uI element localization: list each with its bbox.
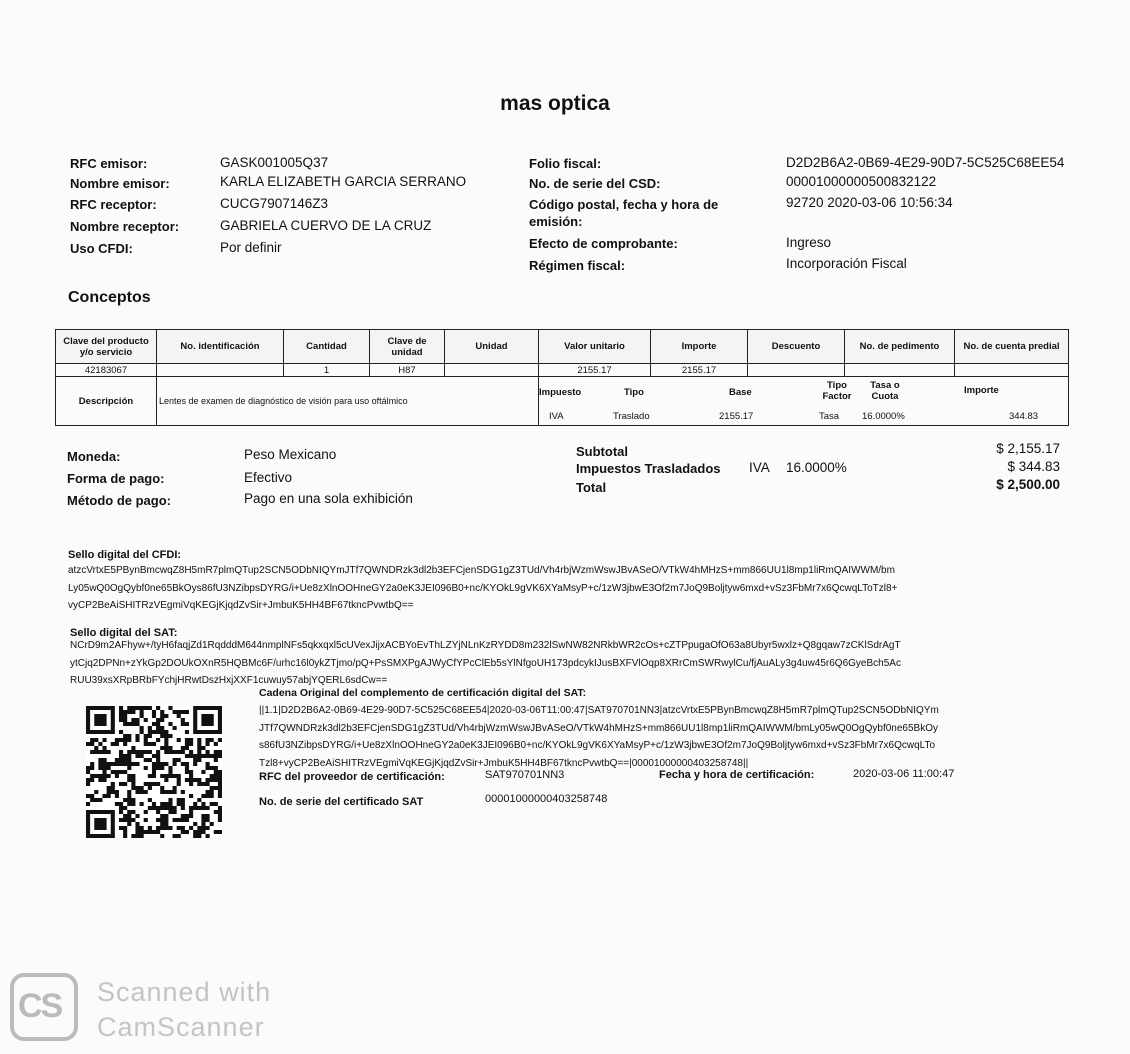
regimen-label: Régimen fiscal: <box>529 258 626 273</box>
imp-impuesto: IVA <box>549 411 564 422</box>
impuestos-trasladados-label: Impuestos Trasladados <box>576 461 721 476</box>
imp-header-impuesto: Impuesto <box>539 387 582 398</box>
rfc-emisor-label: RFC emisor: <box>70 156 148 171</box>
subtotal-label: Subtotal <box>576 444 628 459</box>
rfc-receptor-value: CUCG7907146Z3 <box>220 196 329 211</box>
total-value: $ 2,500.00 <box>996 477 1060 492</box>
fecha-cert-label: Fecha y hora de certificación: <box>659 769 815 781</box>
header-cell: Importe <box>651 330 748 364</box>
moneda-value: Peso Mexicano <box>244 447 337 462</box>
serie-sat-value: 00001000000403258748 <box>485 793 608 805</box>
header-cell: Descuento <box>748 330 845 364</box>
table-cell: 1 <box>284 364 370 377</box>
rfc-receptor-label: RFC receptor: <box>70 197 157 212</box>
imp-base: 2155.17 <box>719 411 754 422</box>
imp-tipo: Traslado <box>613 411 650 422</box>
descripcion-value: Lentes de examen de diagnóstico de visión para uso oftálmico <box>157 377 539 426</box>
nombre-receptor-label: Nombre receptor: <box>70 219 180 234</box>
imp-header-base: Base <box>729 387 752 398</box>
rfc-proveedor-value: SAT970701NN3 <box>485 769 565 781</box>
total-label: Total <box>576 480 607 495</box>
imp-tipo-factor: Tasa <box>819 411 840 422</box>
descripcion-label: Descripción <box>56 377 157 426</box>
table-cell: H87 <box>370 364 445 377</box>
rfc-proveedor-label: RFC del proveedor de certificación: <box>259 771 445 783</box>
imp-header-tipo: Tipo <box>624 387 644 398</box>
efecto-label: Efecto de comprobante: <box>529 236 678 251</box>
imp-header-tasa-cuota: Tasa o Cuota <box>870 380 900 402</box>
moneda-label: Moneda: <box>67 449 121 464</box>
sello-cfdi-line: atzcVrtxE5PBynBmcwqZ8H5mR7plmQTup2SCN5ODbNIQYmJTf7QWNDRzk3dl2b3EFCjenSDG1gZ3TUd/Vh4rbjWzmWswJBvASeO/VTkW4hMHzS+mm866UU1l8mp1liRmQAIWWM/bm <box>68 565 895 576</box>
imp-importe: 344.83 <box>1009 411 1039 422</box>
uso-cfdi-label: Uso CFDI: <box>70 241 133 256</box>
imp-tasa-cuota: 16.0000% <box>862 411 905 422</box>
folio-fiscal-value: D2D2B6A2-0B69-4E29-90D7-5C525C68EE54 <box>786 155 1065 170</box>
cadena-line: JTf7QWNDRzk3dl2b3EFCjenSDG1gZ3TUd/Vh4rbjWzmWswJBvASeO/VTkW4hMHzS+mm866UU1l8mp1liRmQAIWWM/bmLy05wQ0OgQybf0ne65BkOy <box>259 722 938 734</box>
uso-cfdi-value: Por definir <box>220 240 282 255</box>
sello-cfdi-line: Ly05wQ0OgQybf0ne65BkOys86fU3NZibpsDYRG/i+Ue8zXlnOOHneGY2a0eK3JEI096B0+nc/KYOkL9gVK6XYaMsyP+c/1zW3jbwE3Of2m7JoQ9Boljtyw6mxd+vSz3FbMr7x6QcwqLToTzl8+ <box>68 582 898 594</box>
forma-pago-label: Forma de pago: <box>67 471 165 486</box>
cp-label-line2: emisión: <box>529 214 583 229</box>
descripcion-row <box>56 377 1069 426</box>
document-title: mas optica <box>500 92 610 115</box>
iva-rate: 16.0000% <box>786 460 847 475</box>
cp-label-line1: Código postal, fecha y hora de <box>529 197 719 212</box>
header-cell: Valor unitario <box>539 330 651 364</box>
efecto-value: Ingreso <box>786 235 832 250</box>
forma-pago-value: Efectivo <box>244 470 293 485</box>
cadena-line: s86fU3NZibpsDYRG/i+Ue8zXlnOOHneGY2a0eK3JEI096B0+nc/KYOkL9gVK6XYaMsyP+c/1zW3jbwE3Of2m7JoQ9Boljtyw6mxd+vSz3FbMr7x6QcwqLTo <box>259 740 936 751</box>
qr-code-icon <box>86 706 222 838</box>
table-cell: 2155.17 <box>539 364 651 377</box>
nombre-emisor-value: KARLA ELIZABETH GARCIA SERRANO <box>220 174 467 189</box>
table-cell <box>445 364 539 377</box>
header-cell: Unidad <box>445 330 539 364</box>
fecha-cert-value: 2020-03-06 11:00:47 <box>853 768 955 780</box>
sello-cfdi-block <box>68 562 1068 615</box>
cp-fecha-value: 92720 2020-03-06 10:56:34 <box>786 195 953 210</box>
serie-sat-label: No. de serie del certificado SAT <box>259 796 424 808</box>
cadena-line: Tzl8+vyCP2BeAiSHITRzVEgmiVqKEGjKjqdZvSir+JmbuK5HH4BF67tkncPvwtbQ==|00001000000403258748|| <box>259 757 749 769</box>
metodo-pago-value: Pago en una sola exhibición <box>244 491 413 506</box>
sello-sat-line: NCrD9m2AFhyw+/tyH6faqjZd1RqdddM644nmplNFs5qkxqxl5cUVexJijxACBYoEvThLZYjNLnKzRYDD8m232lSwNW82NRkbWR2cOs+cZTPpugaOfO63a8Ubyr5wxlz+Q8gqaw7zCKlSdrAgT <box>70 640 901 651</box>
folio-fiscal-label: Folio fiscal: <box>529 156 602 171</box>
metodo-pago-label: Método de pago: <box>67 493 171 508</box>
table-cell <box>845 364 955 377</box>
sello-sat-line: ytCjq2DPNn+zYkGp2DOUkOXnR5HQBMc6F/urhc16l0ykZTjmo/pQ+PsSMXPgAJWyCfYPcClEb5sYlNfgoUH173pdcykIJusBXFVlOqp8XRrCmSWRwylCu/fjAuALy3g4uw45r6Q6GyeBch5Ac <box>70 657 901 669</box>
impuestos-cell <box>539 377 1069 426</box>
table-row <box>56 364 1069 377</box>
serie-csd-value: 00001000000500832122 <box>786 174 937 189</box>
cadena-block <box>259 702 1069 772</box>
watermark-line1: Scanned with <box>97 977 272 1007</box>
sello-cfdi-label: Sello digital del CFDI: <box>68 549 182 561</box>
cadena-line: ||1.1|D2D2B6A2-0B69-4E29-90D7-5C525C68EE54|2020-03-06T11:00:47|SAT970701NN3|atzcVrtxE5PBynBmcwqZ8H5mR7plmQTup2SCN5ODbNIQYm <box>259 705 939 716</box>
conceptos-table <box>55 329 1069 426</box>
table-cell <box>157 364 284 377</box>
iva-label: IVA <box>749 460 770 475</box>
header-cell: Clave del producto y/o servicio <box>56 330 157 364</box>
table-cell <box>955 364 1069 377</box>
watermark-line2: CamScanner <box>97 1012 265 1042</box>
table-cell: 2155.17 <box>651 364 748 377</box>
header-cell: No. identificación <box>157 330 284 364</box>
header-cell: No. de cuenta predial <box>955 330 1069 364</box>
conceptos-heading: Conceptos <box>68 289 151 306</box>
camscanner-logo-text: CS <box>18 987 62 1025</box>
nombre-emisor-label: Nombre emisor: <box>70 176 170 191</box>
regimen-value: Incorporación Fiscal <box>786 256 907 271</box>
sello-cfdi-line: vyCP2BeAiSHITRzVEgmiVqKEGjKjqdZvSir+JmbuK5HH4BF67tkncPvwtbQ== <box>68 600 414 611</box>
serie-csd-label: No. de serie del CSD: <box>529 176 661 191</box>
sello-sat-block <box>70 637 1068 690</box>
header-cell: Cantidad <box>284 330 370 364</box>
sello-sat-line: RUU39xsXRpBRbFYchjHRwtDszHxjXXF1cuwuy57abjYQERL6sdCw== <box>70 675 388 686</box>
camscanner-logo-icon <box>10 973 78 1041</box>
impuestos-value: $ 344.83 <box>1007 459 1060 474</box>
imp-header-tipo-factor: Tipo Factor <box>822 380 852 402</box>
rfc-emisor-value: GASK001005Q37 <box>220 155 329 170</box>
conceptos-header-row <box>56 330 1069 364</box>
header-cell: Clave de unidad <box>370 330 445 364</box>
imp-header-importe: Importe <box>964 385 999 396</box>
cadena-label: Cadena Original del complemento de certificación digital del SAT: <box>259 687 587 699</box>
header-cell: No. de pedimento <box>845 330 955 364</box>
nombre-receptor-value: GABRIELA CUERVO DE LA CRUZ <box>220 218 432 233</box>
sello-sat-label: Sello digital del SAT: <box>70 627 178 639</box>
subtotal-value: $ 2,155.17 <box>996 441 1060 456</box>
table-cell <box>748 364 845 377</box>
table-cell: 42183067 <box>56 364 157 377</box>
